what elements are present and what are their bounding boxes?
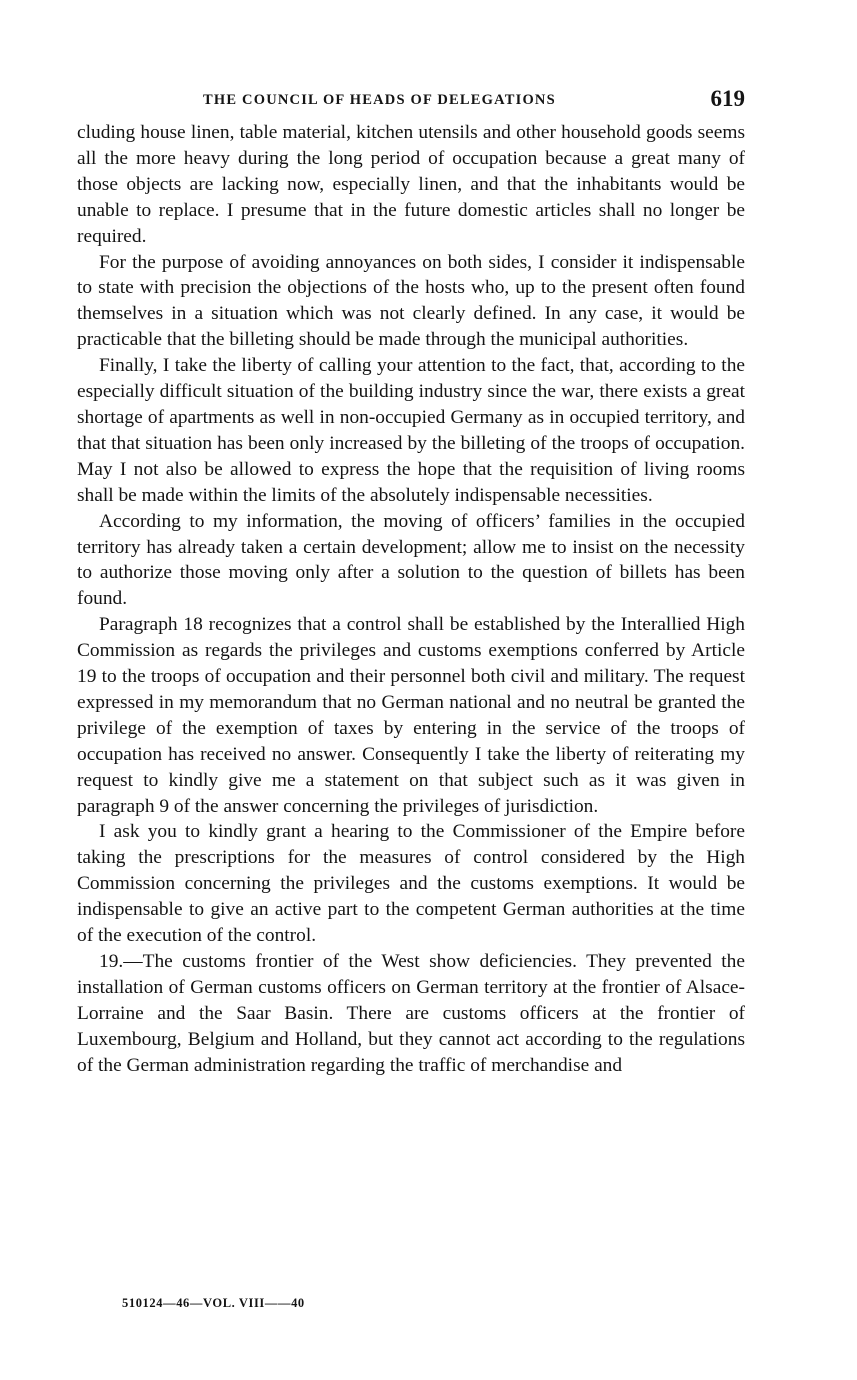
paragraph-18-control: Paragraph 18 recognizes that a control shall be established by the Interallied High Commission as regards the privileges and customs exemptions conferred by Article 19 to the troops of occupation and their personnel both civil and military. The request expressed in my memorandum that no German national and no neutral be granted the privilege of the exemption of taxes by entering in the service of the troops of occupation has received no answer. Consequently I take the liberty of reiterating my request to kindly give me a statement on that subject such as it was given in paragraph 9 of the answer concerning the privileges of jurisdiction. bbox=[77, 614, 745, 817]
paragraph-hearing-request: I ask you to kindly grant a hearing to the Commissioner of the Empire before taking the prescriptions for the measures of control considered by the High Commission concerning the privileges and the customs exemptions. It would be indispensable to give an active part to the competent German authorities at the time of the execution of the control. bbox=[77, 821, 745, 947]
running-title: THE COUNCIL OF HEADS OF DELEGATIONS bbox=[203, 92, 556, 108]
paragraph-continued: cluding house linen, table material, kitchen utensils and other household goods seems all the more heavy during the long period of occupation because a great many of those objects are lacking now, especially linen, and that the inhabitants would be unable to replace. I presume that in the future domestic articles shall no longer be required. bbox=[77, 122, 745, 247]
body-text bbox=[77, 120, 745, 1079]
paragraph-billeting-authorities: For the purpose of avoiding annoyances on both sides, I consider it indispensable to state with precision the objections of the hosts who, up to the present often found themselves in a situation which was not clearly defined. In any case, it would be practicable that the billeting should be made through the municipal authorities. bbox=[77, 251, 745, 351]
document-page bbox=[77, 86, 745, 1079]
printer-code-footer: 510124—46—VOL. VIII——40 bbox=[122, 1296, 305, 1310]
paragraph-officers-families: According to my information, the moving of officers’ families in the occupied territory has already taken a certain development; allow me to insist on the necessity to authorize those moving only after a solution to the question of billets has been found. bbox=[77, 510, 745, 610]
paragraph-19-customs-frontier: 19.—The customs frontier of the West show deficiencies. They prevented the installation of German customs officers on German territory at the frontier of Alsace-Lorraine and the Saar Basin. There are customs officers at the frontier of Luxembourg, Belgium and Holland, but they cannot act according to the regulations of the German administration regarding the traffic of merchandise and bbox=[77, 951, 745, 1076]
page-header bbox=[77, 86, 745, 120]
page-number: 619 bbox=[710, 86, 745, 111]
paragraph-apartment-shortage: Finally, I take the liberty of calling your attention to the fact, that, according to the especially difficult situation of the building industry since the war, there exists a great shortage of apartments as well in non-occupied Germany as in occupied territory, and that that situation has been only increased by the billeting of the troops of occupation. May I not also be allowed to express the hope that the requisition of living rooms shall be made within the limits of the absolutely indispensable necessities. bbox=[77, 355, 745, 506]
